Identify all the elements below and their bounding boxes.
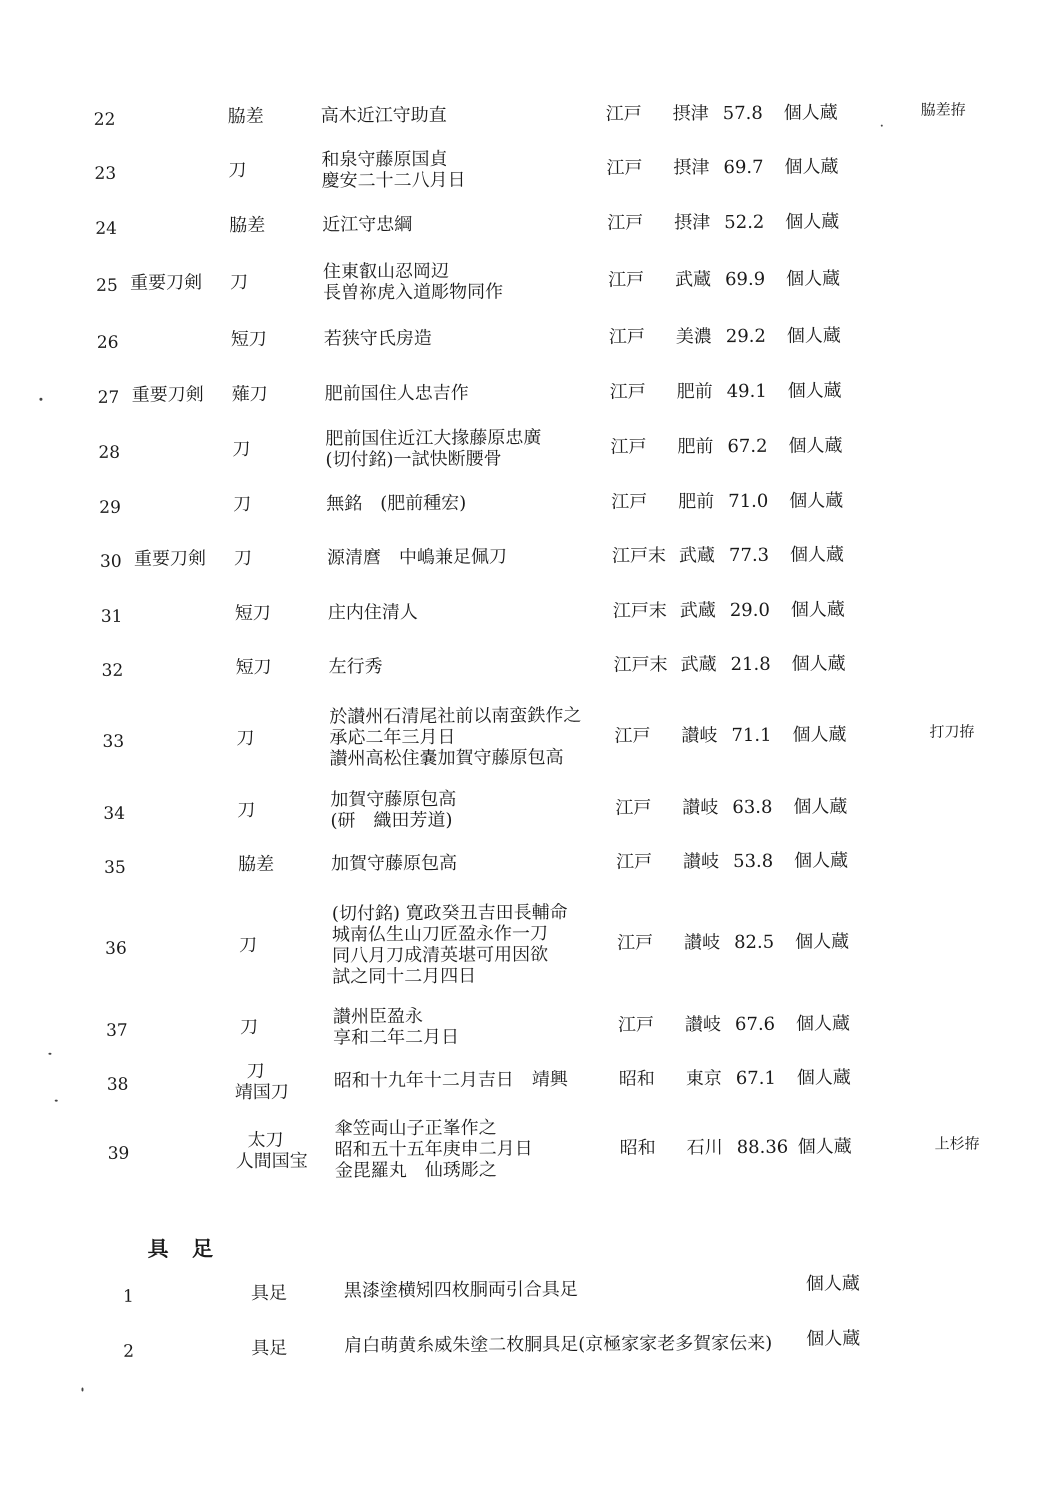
- owner: 個人蔵: [792, 724, 847, 746]
- inscription-line: 讃州臣盈永: [332, 1005, 424, 1027]
- item-number: 37: [105, 1020, 128, 1041]
- period: 江戸: [608, 326, 645, 348]
- mounting-note: 上杉拵: [934, 1134, 980, 1153]
- blade-length: 57.8: [722, 102, 763, 125]
- blade-type: 太刀: [247, 1129, 284, 1151]
- province: 武蔵: [679, 600, 716, 622]
- inscription-line: 加賀守藤原包高: [331, 852, 458, 875]
- inscription-line: 昭和十九年十二月吉日 靖興: [333, 1069, 568, 1092]
- owner: 個人蔵: [789, 544, 845, 566]
- inscription-line: 承応二年三月日: [329, 726, 456, 749]
- scan-speck: [55, 1100, 58, 1102]
- armor-section-heading: 具 足: [147, 1235, 222, 1262]
- blade-length: 69.7: [723, 156, 764, 179]
- owner: 個人蔵: [783, 102, 838, 124]
- period: 昭和: [619, 1137, 656, 1159]
- owner: 個人蔵: [785, 268, 841, 290]
- owner: 個人蔵: [795, 931, 850, 953]
- inscription-line: 庄内住清人: [327, 601, 418, 624]
- province: 肥前: [678, 491, 715, 513]
- inscription-line: 於讃州石清尾社前以南蛮鉄作之: [329, 704, 582, 728]
- province: 肥前: [677, 436, 714, 458]
- owner: 個人蔵: [788, 435, 843, 457]
- period: 江戸: [609, 381, 646, 403]
- item-number: 1: [122, 1286, 134, 1307]
- period: 昭和: [618, 1068, 655, 1090]
- province: 讃岐: [684, 1014, 722, 1036]
- inscription-line: 城南仏生山刀匠盈永作一刀: [331, 922, 549, 945]
- province: 東京: [685, 1068, 722, 1090]
- item-number: 26: [96, 332, 119, 353]
- blade-length: 67.2: [727, 435, 768, 458]
- item-number: 22: [93, 109, 116, 130]
- inscription-line: 讃州高松住嚢加賀守藤原包高: [329, 747, 564, 770]
- blade-type: 靖国刀: [234, 1081, 289, 1103]
- period: 江戸末: [611, 545, 667, 567]
- blade-length: 29.2: [725, 325, 767, 348]
- period: 江戸: [617, 1014, 655, 1036]
- blade-type: 刀: [228, 159, 247, 182]
- period: 江戸: [616, 851, 653, 873]
- owner: 個人蔵: [787, 380, 842, 402]
- province: 摂津: [674, 212, 711, 234]
- owner: 個人蔵: [791, 653, 846, 675]
- armor-type: 具足: [250, 1282, 287, 1304]
- period: 江戸: [611, 491, 648, 513]
- inscription-line: 近江守忠綱: [322, 213, 413, 236]
- blade-type: 刀: [233, 493, 252, 516]
- inscription-line: 肥前国住近江大掾藤原忠廣: [325, 426, 542, 450]
- blade-length: 77.3: [728, 544, 770, 567]
- blade-length: 63.8: [732, 796, 773, 819]
- armor-description: 黒漆塗横矧四枚胴両引合具足: [343, 1278, 578, 1302]
- blade-type: 脇差: [238, 853, 275, 876]
- inscription-line: 長曽祢虎入道彫物同作: [323, 280, 504, 304]
- period: 江戸: [606, 157, 643, 179]
- blade-type: 刀: [232, 438, 251, 461]
- item-number: 38: [106, 1074, 129, 1095]
- inscription-line: 試之同十二月四日: [332, 965, 477, 987]
- period: 江戸末: [612, 600, 667, 622]
- inscription-line: 左行秀: [328, 656, 383, 678]
- item-number: 28: [98, 442, 121, 463]
- inscription-line: 住東叡山忍岡辺: [322, 260, 450, 283]
- blade-type: 短刀: [230, 328, 267, 351]
- mounting-note: 脇差拵: [920, 100, 966, 119]
- inscription-line: (切付銘) 寛政癸丑吉田長輔命: [331, 901, 568, 924]
- province: 武蔵: [675, 269, 712, 291]
- blade-length: 88.36: [736, 1136, 789, 1159]
- item-number: 23: [94, 163, 117, 184]
- province: 武蔵: [678, 545, 716, 567]
- item-number: 2: [123, 1341, 135, 1362]
- scan-speck: [81, 1388, 83, 1392]
- period: 江戸末: [613, 654, 668, 676]
- inscription-line: (切付銘)一試快断腰骨: [325, 447, 502, 471]
- blade-type: 刀: [239, 934, 258, 957]
- inscription-line: 享和二年二月日: [333, 1026, 460, 1048]
- item-number: 33: [102, 731, 125, 752]
- blade-length: 29.0: [729, 599, 770, 622]
- grade-label: 重要刀剣: [130, 272, 203, 294]
- period: 江戸: [607, 212, 644, 234]
- grade-label: 重要刀剣: [133, 548, 207, 570]
- scan-speck: [48, 1053, 51, 1055]
- scan-speck: [881, 125, 883, 127]
- owner: 個人蔵: [806, 1328, 861, 1350]
- province: 美濃: [675, 326, 712, 348]
- mounting-note: 打刀拵: [929, 722, 975, 741]
- blade-type: 刀: [237, 799, 256, 822]
- armor-type: 具足: [251, 1337, 288, 1359]
- inscription-line: 高木近江守助直: [320, 104, 447, 127]
- inscription-line: 金毘羅丸 仙琇彫之: [334, 1159, 497, 1182]
- province: 肥前: [676, 381, 713, 403]
- province: 摂津: [673, 157, 710, 179]
- period: 江戸: [610, 436, 647, 458]
- owner: 個人蔵: [796, 1067, 851, 1089]
- inscription-line: 源清麿 中嶋兼足佩刀: [326, 546, 508, 569]
- blade-type: 人間国宝: [235, 1150, 308, 1172]
- blade-length: 67.1: [735, 1067, 776, 1090]
- blade-length: 52.2: [724, 211, 765, 234]
- province: 讃岐: [681, 725, 718, 747]
- blade-length: 69.9: [725, 268, 766, 291]
- province: 武蔵: [680, 654, 717, 676]
- period: 江戸: [608, 269, 645, 291]
- item-number: 31: [100, 606, 123, 627]
- blade-length: 21.8: [730, 653, 771, 676]
- inscription-line: 加賀守藤原包高: [330, 788, 457, 810]
- item-number: 39: [107, 1143, 130, 1164]
- blade-length: 82.5: [734, 931, 775, 954]
- grade-label: 重要刀剣: [131, 384, 204, 406]
- scan-speck: [39, 398, 42, 401]
- blade-type: 脇差: [227, 105, 264, 128]
- owner: 個人蔵: [793, 796, 848, 818]
- province: 讃岐: [682, 797, 719, 819]
- item-number: 32: [101, 660, 124, 681]
- owner: 個人蔵: [805, 1273, 860, 1295]
- owner: 個人蔵: [786, 325, 841, 347]
- inscription-line: 肥前国住人忠吉作: [324, 382, 469, 405]
- province: 摂津: [672, 103, 709, 125]
- period: 江戸: [617, 932, 654, 954]
- item-number: 24: [95, 218, 117, 239]
- inscription-line: 傘笠両山子正峯作之: [334, 1117, 497, 1140]
- blade-length: 49.1: [726, 380, 767, 403]
- inscription-line: 同八月刀成清英堪可用因欲: [332, 943, 549, 966]
- item-number: 36: [105, 938, 127, 959]
- province: 讃岐: [683, 851, 720, 873]
- province: 讃岐: [684, 932, 721, 954]
- blade-type: 薙刀: [231, 383, 268, 406]
- owner: 個人蔵: [789, 490, 844, 512]
- inscription-line: 和泉守藤原国貞: [321, 148, 448, 171]
- inscription-line: 若狭守氏房造: [323, 327, 432, 350]
- item-number: 29: [99, 497, 121, 518]
- blade-type: 脇差: [229, 214, 266, 237]
- owner: 個人蔵: [785, 211, 840, 233]
- owner: 個人蔵: [784, 156, 839, 178]
- blade-length: 53.8: [733, 850, 774, 873]
- blade-type: 刀: [233, 547, 253, 570]
- blade-type: 刀: [236, 727, 255, 750]
- blade-type: 短刀: [234, 602, 271, 625]
- blade-length: 71.0: [728, 490, 769, 513]
- inscription-line: (研 織田芳道): [330, 809, 453, 831]
- period: 江戸: [615, 797, 652, 819]
- period: 江戸: [614, 725, 651, 747]
- item-number: 27: [97, 387, 120, 408]
- owner: 個人蔵: [795, 1013, 851, 1035]
- blade-length: 71.1: [731, 724, 772, 747]
- item-number: 30: [99, 551, 122, 572]
- owner: 個人蔵: [797, 1136, 852, 1158]
- province: 石川: [686, 1137, 723, 1159]
- item-number: 25: [96, 275, 118, 296]
- blade-type: 刀: [230, 271, 249, 294]
- item-number: 34: [103, 803, 126, 824]
- blade-type: 刀: [239, 1016, 259, 1039]
- period: 江戸: [605, 103, 642, 125]
- blade-type: 短刀: [235, 656, 272, 679]
- inscription-line: 無銘 (肥前種宏): [326, 492, 467, 515]
- inscription-line: 慶安二十二八月日: [321, 169, 466, 192]
- armor-description: 肩白萌黄糸威朱塗二枚胴具足(京極家家老多賀家伝来): [344, 1332, 773, 1357]
- blade-type: 刀: [246, 1060, 265, 1082]
- blade-length: 67.6: [734, 1013, 776, 1036]
- item-number: 35: [104, 857, 126, 878]
- inscription-line: 昭和五十五年庚申二月日: [334, 1138, 533, 1161]
- owner: 個人蔵: [790, 599, 845, 621]
- owner: 個人蔵: [794, 850, 849, 872]
